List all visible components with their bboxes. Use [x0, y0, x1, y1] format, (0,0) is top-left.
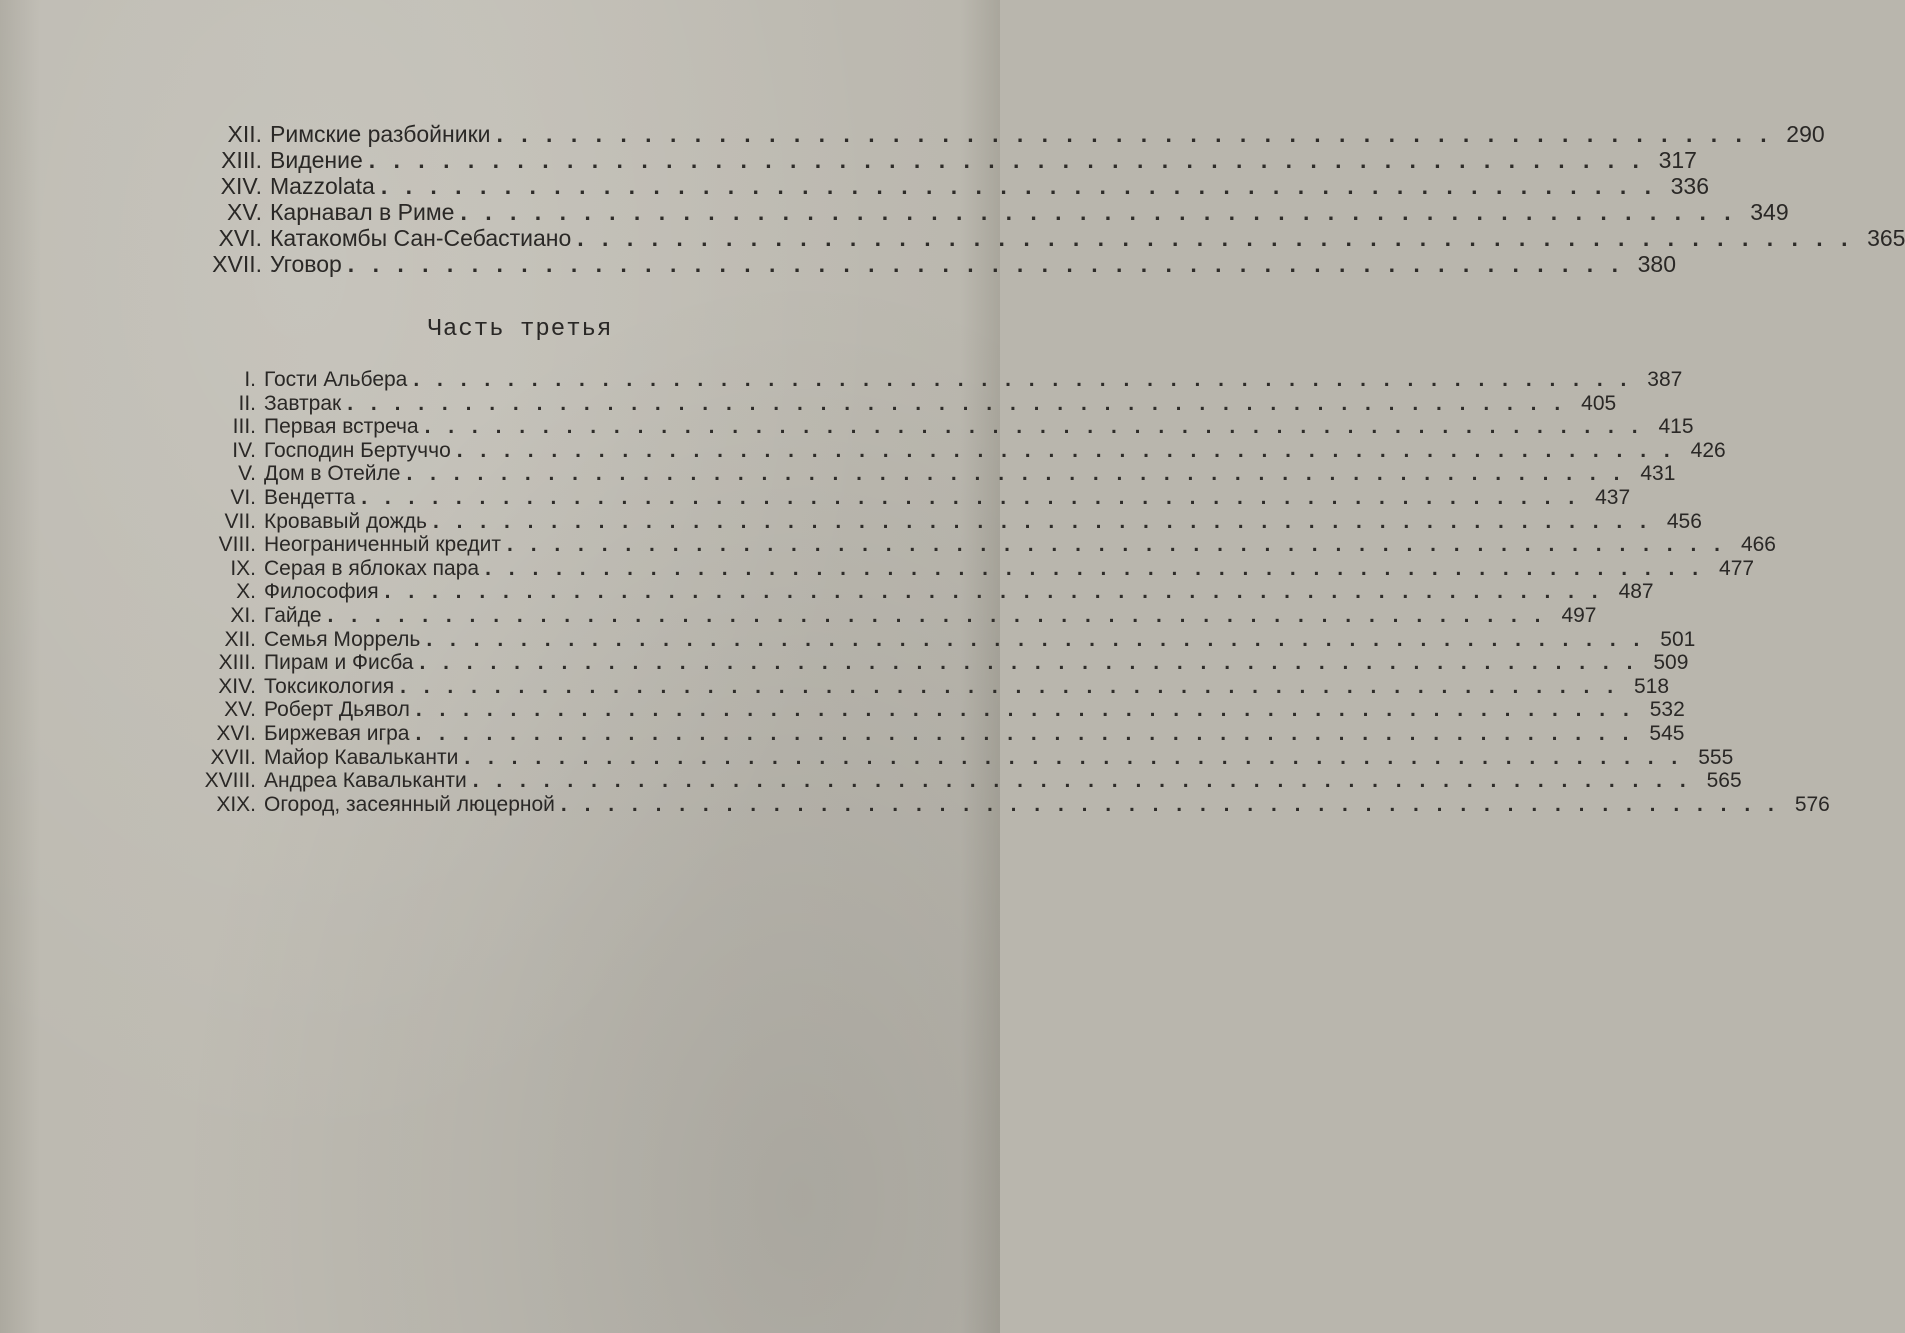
chapter-number: XV. [227, 199, 262, 225]
chapter-number: XIII. [218, 651, 256, 675]
page-number: 509 [1653, 651, 1689, 675]
toc-entry [170, 225, 1905, 251]
page-number: 477 [1719, 556, 1755, 580]
page-number: 431 [1640, 462, 1676, 486]
page-number: 532 [1649, 698, 1685, 722]
toc-entry [192, 674, 1670, 699]
chapter-number: IX. [230, 556, 256, 580]
dot-leader: . . . . . . . . . . . . . . . . . . . . . . . . . . . . . . . . . . . . . . . . . . . . . . . . . . . . [485, 556, 1705, 580]
dot-leader: . . . . . . . . . . . . . . . . . . . . . . . . . . . . . . . . . . . . . . . . . . . . . . . . . . . . [472, 769, 1692, 793]
chapter-title: Дом в Отейле [264, 462, 401, 486]
chapter-title: Роберт Дьявол [264, 698, 410, 722]
dot-leader: . . . . . . . . . . . . . . . . . . . . . . . . . . . . . . . . . . . . . . . . . . . . . . . . . . . . [413, 368, 1633, 391]
chapter-number: VI. [230, 485, 256, 509]
chapter-number: X. [236, 580, 256, 604]
toc-entry [192, 698, 1685, 722]
dot-leader: . . . . . . . . . . . . . . . . . . . . . . . . . . . . . . . . . . . . . . . . . . . . . . . . . . . . [460, 199, 1737, 225]
page-number: 456 [1666, 509, 1702, 533]
dot-leader: . . . . . . . . . . . . . . . . . . . . . . . . . . . . . . . . . . . . . . . . . . . . . . . . . . . . [424, 415, 1644, 439]
chapter-title: Майор Кавальканти [264, 745, 459, 769]
page-number: 290 [1786, 121, 1825, 147]
toc-entry [192, 745, 1734, 770]
page-number: 437 [1595, 485, 1631, 509]
toc-section-part-three [0, 368, 1830, 816]
page-number: 576 [1794, 792, 1830, 816]
chapter-number: XV. [224, 698, 256, 722]
toc-entry [170, 147, 1697, 173]
toc-entry [192, 627, 1696, 652]
page-number: 380 [1637, 251, 1676, 277]
dot-leader: . . . . . . . . . . . . . . . . . . . . . . . . . . . . . . . . . . . . . . . . . . . . . . . . . . . . [347, 251, 1624, 277]
page-number: 426 [1690, 438, 1726, 462]
chapter-number: XIII. [221, 147, 262, 173]
chapter-title: Гости Альбера [264, 368, 408, 391]
chapter-number: VII. [224, 509, 256, 533]
toc-entry [192, 721, 1685, 746]
chapter-number: II. [238, 391, 256, 415]
page-number: 497 [1561, 603, 1597, 627]
dot-leader: . . . . . . . . . . . . . . . . . . . . . . . . . . . . . . . . . . . . . . . . . . . . . . . . . . . . [577, 225, 1854, 251]
toc-section-part-two-end [0, 121, 1905, 277]
toc-entry [192, 603, 1597, 628]
toc-entry [192, 580, 1654, 604]
chapter-number: VIII. [218, 533, 256, 557]
chapter-number: XII. [224, 627, 256, 651]
chapter-title: Завтрак [264, 391, 342, 415]
dot-leader: . . . . . . . . . . . . . . . . . . . . . . . . . . . . . . . . . . . . . . . . . . . . . . . . . . . . [400, 674, 1620, 698]
page-number: 349 [1750, 199, 1789, 225]
page-number: 405 [1581, 391, 1617, 415]
toc-entry [192, 462, 1676, 486]
chapter-title: Видение [270, 147, 363, 173]
chapter-number: XIV. [220, 173, 262, 199]
chapter-title: Вендетта [264, 485, 356, 509]
dot-leader: . . . . . . . . . . . . . . . . . . . . . . . . . . . . . . . . . . . . . . . . . . . . . . . . . . . . [415, 698, 1635, 722]
toc-entry [192, 368, 1683, 392]
dot-leader: . . . . . . . . . . . . . . . . . . . . . . . . . . . . . . . . . . . . . . . . . . . . . . . . . . . . [419, 651, 1639, 675]
toc-entry [192, 415, 1694, 439]
chapter-title: Карнавал в Риме [270, 199, 455, 225]
page-number: 466 [1740, 533, 1776, 557]
chapter-number: XVI. [218, 225, 262, 251]
chapter-title: Пирам и Фисба [264, 651, 414, 675]
chapter-title: Андреа Кавальканти [264, 769, 467, 793]
part-heading: Часть третья [427, 316, 613, 343]
chapter-title: Серая в яблоках пара [264, 556, 480, 580]
dot-leader: . . . . . . . . . . . . . . . . . . . . . . . . . . . . . . . . . . . . . . . . . . . . . . . . . . . . [456, 438, 1676, 462]
page-number: 565 [1706, 769, 1742, 793]
dot-leader: . . . . . . . . . . . . . . . . . . . . . . . . . . . . . . . . . . . . . . . . . . . . . . . . . . . . [384, 580, 1604, 604]
toc-entry [192, 792, 1830, 817]
dot-leader: . . . . . . . . . . . . . . . . . . . . . . . . . . . . . . . . . . . . . . . . . . . . . . . . . . . . [347, 391, 1567, 415]
toc-entry [192, 485, 1631, 510]
toc-entry [170, 173, 1710, 199]
dot-leader: . . . . . . . . . . . . . . . . . . . . . . . . . . . . . . . . . . . . . . . . . . . . . . . . . . . . [426, 627, 1646, 651]
chapter-title: Катакомбы Сан-Себастиано [270, 225, 572, 251]
dot-leader: . . . . . . . . . . . . . . . . . . . . . . . . . . . . . . . . . . . . . . . . . . . . . . . . . . . . [432, 509, 1652, 533]
toc-entry [192, 651, 1689, 675]
dot-leader: . . . . . . . . . . . . . . . . . . . . . . . . . . . . . . . . . . . . . . . . . . . . . . . . . . . . [415, 721, 1635, 745]
chapter-number: XIX. [216, 792, 256, 816]
chapter-number: XVII. [210, 745, 256, 769]
page-number: 487 [1618, 580, 1654, 604]
chapter-number: III. [232, 415, 256, 439]
chapter-number: XIV. [218, 674, 256, 698]
page-number: 387 [1647, 368, 1683, 391]
dot-leader: . . . . . . . . . . . . . . . . . . . . . . . . . . . . . . . . . . . . . . . . . . . . . . . . . . . . [406, 462, 1626, 486]
page-number: 555 [1698, 745, 1734, 769]
chapter-title: Первая встреча [264, 415, 419, 439]
page-number: 518 [1634, 674, 1670, 698]
page-number: 415 [1658, 415, 1694, 439]
dot-leader: . . . . . . . . . . . . . . . . . . . . . . . . . . . . . . . . . . . . . . . . . . . . . . . . . . . . [327, 603, 1547, 627]
chapter-title: Гайде [264, 603, 322, 627]
toc-entry [170, 121, 1825, 147]
chapter-number: I. [244, 368, 256, 391]
dot-leader: . . . . . . . . . . . . . . . . . . . . . . . . . . . . . . . . . . . . . . . . . . . . . . . . . . . . [560, 792, 1780, 816]
dot-leader: . . . . . . . . . . . . . . . . . . . . . . . . . . . . . . . . . . . . . . . . . . . . . . . . . . . . [507, 533, 1726, 557]
dot-leader: . . . . . . . . . . . . . . . . . . . . . . . . . . . . . . . . . . . . . . . . . . . . . . . . . . . . [368, 147, 1645, 173]
page-number: 545 [1649, 721, 1685, 745]
page-number: 317 [1658, 147, 1697, 173]
page-number: 336 [1670, 173, 1710, 199]
toc-entry [170, 251, 1676, 277]
chapter-number: IV. [232, 438, 256, 462]
chapter-title: Mazzolata [270, 173, 375, 199]
chapter-number: XVI. [216, 721, 256, 745]
toc-entry [192, 556, 1755, 581]
dot-leader: . . . . . . . . . . . . . . . . . . . . . . . . . . . . . . . . . . . . . . . . . . . . . . . . . . . . [464, 745, 1684, 769]
chapter-number: XII. [227, 121, 262, 147]
chapter-title: Кровавый дождь [264, 509, 427, 533]
chapter-title: Уговор [270, 251, 342, 277]
chapter-title: Семья Моррель [264, 627, 421, 651]
toc-entry [170, 199, 1789, 225]
dot-leader: . . . . . . . . . . . . . . . . . . . . . . . . . . . . . . . . . . . . . . . . . . . . . . . . . . . . [496, 121, 1773, 147]
chapter-number: XVII. [212, 251, 262, 277]
chapter-number: XI. [230, 603, 256, 627]
toc-entry [192, 509, 1702, 534]
chapter-title: Римские разбойники [270, 121, 491, 147]
toc-entry [192, 769, 1742, 793]
page-number: 501 [1660, 627, 1696, 651]
chapter-title: Биржевая игра [264, 721, 410, 745]
chapter-number: XVIII. [204, 769, 256, 793]
toc-entry [192, 391, 1617, 416]
page-number: 365 [1867, 225, 1905, 251]
chapter-title: Токсикология [264, 674, 395, 698]
chapter-title: Философия [264, 580, 379, 604]
dot-leader: . . . . . . . . . . . . . . . . . . . . . . . . . . . . . . . . . . . . . . . . . . . . . . . . . . . . [380, 173, 1658, 199]
chapter-title: Неограниченный кредит [264, 533, 502, 557]
chapter-title: Огород, засеянный люцерной [264, 792, 555, 816]
chapter-number: V. [238, 462, 256, 486]
dot-leader: . . . . . . . . . . . . . . . . . . . . . . . . . . . . . . . . . . . . . . . . . . . . . . . . . . . . [361, 485, 1581, 509]
toc-entry [192, 533, 1776, 557]
chapter-title: Господин Бертуччо [264, 438, 451, 462]
toc-entry [192, 438, 1726, 463]
